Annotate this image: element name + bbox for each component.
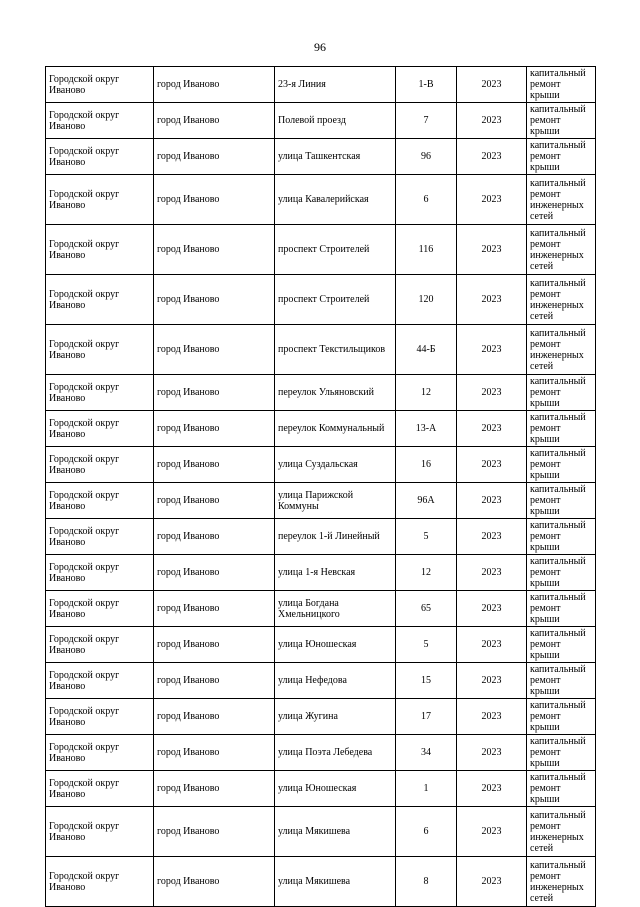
table-row: [46, 175, 596, 225]
table-row: [46, 771, 596, 807]
district-cell: Городской округ Иваново: [46, 325, 154, 375]
work-type-cell: капитальный ремонт крыши: [527, 67, 596, 103]
street-cell: переулок Коммунальный: [275, 411, 396, 447]
work-type-cell: капитальный ремонт крыши: [527, 591, 596, 627]
city-cell: город Иваново: [154, 411, 275, 447]
table-row: [46, 555, 596, 591]
city-cell: город Иваново: [154, 225, 275, 275]
street-cell: улица Ташкентская: [275, 139, 396, 175]
year-cell: 2023: [457, 699, 527, 735]
street-cell: переулок 1-й Линейный: [275, 519, 396, 555]
work-type-cell: капитальный ремонт крыши: [527, 555, 596, 591]
street-cell: улица 1-я Невская: [275, 555, 396, 591]
street-cell: улица Юношеская: [275, 771, 396, 807]
district-cell: Городской округ Иваново: [46, 411, 154, 447]
year-cell: 2023: [457, 807, 527, 857]
year-cell: 2023: [457, 67, 527, 103]
city-cell: город Иваново: [154, 139, 275, 175]
city-cell: город Иваново: [154, 103, 275, 139]
table-row: [46, 735, 596, 771]
work-type-cell: капитальный ремонт крыши: [527, 447, 596, 483]
city-cell: город Иваново: [154, 325, 275, 375]
street-cell: улица Жугина: [275, 699, 396, 735]
year-cell: 2023: [457, 627, 527, 663]
street-cell: переулок Ульяновский: [275, 375, 396, 411]
city-cell: город Иваново: [154, 275, 275, 325]
street-cell: улица Мякишева: [275, 807, 396, 857]
registry-table: [45, 66, 596, 907]
district-cell: Городской округ Иваново: [46, 627, 154, 663]
year-cell: 2023: [457, 519, 527, 555]
district-cell: Городской округ Иваново: [46, 735, 154, 771]
city-cell: город Иваново: [154, 627, 275, 663]
year-cell: 2023: [457, 555, 527, 591]
street-cell: проспект Текстильщиков: [275, 325, 396, 375]
street-cell: улица Кавалерийская: [275, 175, 396, 225]
house-number-cell: 15: [396, 663, 457, 699]
year-cell: 2023: [457, 663, 527, 699]
work-type-cell: капитальный ремонт инженерных сетей: [527, 807, 596, 857]
work-type-cell: капитальный ремонт крыши: [527, 483, 596, 519]
house-number-cell: 13-А: [396, 411, 457, 447]
table-row: [46, 519, 596, 555]
house-number-cell: 65: [396, 591, 457, 627]
city-cell: город Иваново: [154, 663, 275, 699]
house-number-cell: 116: [396, 225, 457, 275]
table-row: [46, 411, 596, 447]
city-cell: город Иваново: [154, 807, 275, 857]
house-number-cell: 1-В: [396, 67, 457, 103]
street-cell: 23-я Линия: [275, 67, 396, 103]
work-type-cell: капитальный ремонт крыши: [527, 663, 596, 699]
district-cell: Городской округ Иваново: [46, 103, 154, 139]
work-type-cell: капитальный ремонт инженерных сетей: [527, 275, 596, 325]
district-cell: Городской округ Иваново: [46, 857, 154, 907]
year-cell: 2023: [457, 325, 527, 375]
city-cell: город Иваново: [154, 447, 275, 483]
table-row: [46, 275, 596, 325]
year-cell: 2023: [457, 175, 527, 225]
table-row: [46, 325, 596, 375]
city-cell: город Иваново: [154, 519, 275, 555]
table-row: [46, 375, 596, 411]
house-number-cell: 1: [396, 771, 457, 807]
work-type-cell: капитальный ремонт крыши: [527, 699, 596, 735]
street-cell: улица Поэта Лебедева: [275, 735, 396, 771]
street-cell: улица Парижской Коммуны: [275, 483, 396, 519]
district-cell: Городской округ Иваново: [46, 375, 154, 411]
city-cell: город Иваново: [154, 555, 275, 591]
city-cell: город Иваново: [154, 699, 275, 735]
street-cell: улица Юношеская: [275, 627, 396, 663]
street-cell: проспект Строителей: [275, 275, 396, 325]
house-number-cell: 44-Б: [396, 325, 457, 375]
house-number-cell: 12: [396, 555, 457, 591]
city-cell: город Иваново: [154, 591, 275, 627]
page-number: 96: [314, 40, 326, 54]
work-type-cell: капитальный ремонт крыши: [527, 103, 596, 139]
work-type-cell: капитальный ремонт инженерных сетей: [527, 225, 596, 275]
work-type-cell: капитальный ремонт инженерных сетей: [527, 857, 596, 907]
street-cell: проспект Строителей: [275, 225, 396, 275]
city-cell: город Иваново: [154, 857, 275, 907]
house-number-cell: 5: [396, 627, 457, 663]
house-number-cell: 17: [396, 699, 457, 735]
house-number-cell: 5: [396, 519, 457, 555]
year-cell: 2023: [457, 735, 527, 771]
district-cell: Городской округ Иваново: [46, 275, 154, 325]
table-row: [46, 663, 596, 699]
work-type-cell: капитальный ремонт крыши: [527, 735, 596, 771]
district-cell: Городской округ Иваново: [46, 519, 154, 555]
district-cell: Городской округ Иваново: [46, 225, 154, 275]
district-cell: Городской округ Иваново: [46, 447, 154, 483]
work-type-cell: капитальный ремонт крыши: [527, 139, 596, 175]
city-cell: город Иваново: [154, 375, 275, 411]
year-cell: 2023: [457, 225, 527, 275]
street-cell: улица Богдана Хмельницкого: [275, 591, 396, 627]
city-cell: город Иваново: [154, 67, 275, 103]
year-cell: 2023: [457, 375, 527, 411]
city-cell: город Иваново: [154, 771, 275, 807]
year-cell: 2023: [457, 771, 527, 807]
year-cell: 2023: [457, 103, 527, 139]
district-cell: Городской округ Иваново: [46, 555, 154, 591]
work-type-cell: капитальный ремонт крыши: [527, 411, 596, 447]
house-number-cell: 16: [396, 447, 457, 483]
table-row: [46, 483, 596, 519]
year-cell: 2023: [457, 857, 527, 907]
table-row: [46, 67, 596, 103]
year-cell: 2023: [457, 591, 527, 627]
work-type-cell: капитальный ремонт крыши: [527, 519, 596, 555]
table-row: [46, 591, 596, 627]
district-cell: Городской округ Иваново: [46, 699, 154, 735]
work-type-cell: капитальный ремонт инженерных сетей: [527, 175, 596, 225]
district-cell: Городской округ Иваново: [46, 139, 154, 175]
house-number-cell: 7: [396, 103, 457, 139]
year-cell: 2023: [457, 483, 527, 519]
table-row: [46, 699, 596, 735]
table-row: [46, 627, 596, 663]
work-type-cell: капитальный ремонт инженерных сетей: [527, 325, 596, 375]
year-cell: 2023: [457, 447, 527, 483]
year-cell: 2023: [457, 275, 527, 325]
district-cell: Городской округ Иваново: [46, 175, 154, 225]
city-cell: город Иваново: [154, 735, 275, 771]
work-type-cell: капитальный ремонт крыши: [527, 627, 596, 663]
house-number-cell: 8: [396, 857, 457, 907]
district-cell: Городской округ Иваново: [46, 663, 154, 699]
house-number-cell: 6: [396, 807, 457, 857]
district-cell: Городской округ Иваново: [46, 67, 154, 103]
table-row: [46, 103, 596, 139]
house-number-cell: 6: [396, 175, 457, 225]
table-row: [46, 807, 596, 857]
year-cell: 2023: [457, 139, 527, 175]
house-number-cell: 120: [396, 275, 457, 325]
street-cell: улица Нефедова: [275, 663, 396, 699]
house-number-cell: 12: [396, 375, 457, 411]
work-type-cell: капитальный ремонт крыши: [527, 771, 596, 807]
table-row: [46, 447, 596, 483]
table-row: [46, 225, 596, 275]
street-cell: Полевой проезд: [275, 103, 396, 139]
street-cell: улица Суздальская: [275, 447, 396, 483]
district-cell: Городской округ Иваново: [46, 591, 154, 627]
work-type-cell: капитальный ремонт крыши: [527, 375, 596, 411]
table-row: [46, 857, 596, 907]
city-cell: город Иваново: [154, 175, 275, 225]
year-cell: 2023: [457, 411, 527, 447]
registry-table-body: [46, 67, 596, 907]
district-cell: Городской округ Иваново: [46, 771, 154, 807]
district-cell: Городской округ Иваново: [46, 483, 154, 519]
house-number-cell: 96А: [396, 483, 457, 519]
district-cell: Городской округ Иваново: [46, 807, 154, 857]
house-number-cell: 96: [396, 139, 457, 175]
house-number-cell: 34: [396, 735, 457, 771]
city-cell: город Иваново: [154, 483, 275, 519]
table-row: [46, 139, 596, 175]
street-cell: улица Мякишева: [275, 857, 396, 907]
